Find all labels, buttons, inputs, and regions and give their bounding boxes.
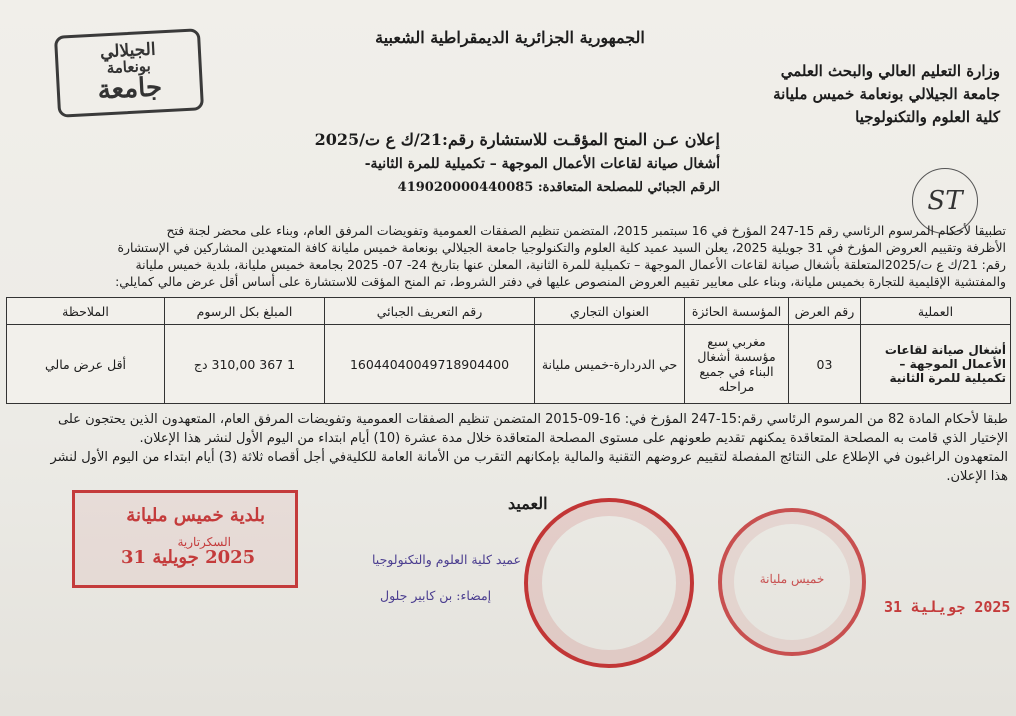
cell-operation: أشغال صيانة لقاعات الأعمال الموجهة – تكميلية للمرة الثانية bbox=[861, 325, 1011, 404]
closing-line: الإختيار الذي قامت به المصلحة المتعاقدة يمكنهم تقديم طعونهم على مستوى المصلحة المتعاقدة خلال مدة عشرة (10) أيام ابتداء من اليوم الأول لنشر هذا الإعلان. bbox=[139, 431, 1008, 446]
intro-line: الأظرفة وتقييم العروض المؤرخ في 31 جويلية 2025، يعلن السيد عميد كلية العلوم والتكنولوجيا جامعة الجيلالي بونعامة خميس مليانة كافة المتعهدين المشاركين في الإستشارة bbox=[117, 240, 1006, 255]
faculty-name: كلية العلوم والتكنولوجيا bbox=[855, 108, 1000, 126]
table-header-row bbox=[7, 298, 1011, 325]
intro-line: والمفتشية الإقليمية للتجارة بخميس مليانة، وبناء على معايير تقييم العروض المنصوص عليها في دفتر الشروط، تم المنح المؤقت للاستشارة على أساس أقل عرض مالي كمايلي: bbox=[115, 274, 1006, 289]
faculty-logo: ST bbox=[912, 168, 978, 234]
municipality-stamp bbox=[72, 490, 298, 588]
signature-name: إمضاء: بن كابير جلول bbox=[380, 588, 492, 603]
intro-line: تطبيقا لأحكام المرسوم الرئاسي رقم 15-247 المؤرخ في 16 سبتمبر 2015، المتضمن تنظيم الصفقات العمومية وتفويضات المرفق العام، وبناء على محضر لجنة فتح bbox=[166, 223, 1006, 238]
date-stamp: 2025 جويلية 31 bbox=[884, 598, 1011, 616]
table-header: الملاحظة bbox=[7, 298, 165, 325]
logo-text-2: بونعامة bbox=[106, 57, 152, 78]
table-row bbox=[7, 325, 1011, 404]
cell-offer-number: 03 bbox=[789, 325, 861, 404]
university-name: جامعة الجيلالي بونعامة خميس مليانة bbox=[773, 85, 1000, 103]
intro-paragraph bbox=[10, 222, 1006, 290]
signature-title: عميد كلية العلوم والتكنولوجيا bbox=[372, 552, 521, 567]
table-header: المؤسسة الحائزة bbox=[685, 298, 789, 325]
stamp-municipality-name: بلدية خميس مليانة bbox=[126, 505, 265, 526]
commerce-seal bbox=[718, 508, 866, 656]
logo-text-3: جامعة bbox=[96, 72, 163, 106]
commerce-seal-text: خميس مليانة bbox=[759, 572, 825, 586]
university-seal bbox=[524, 498, 694, 668]
table-header: المبلغ بكل الرسوم bbox=[165, 298, 325, 325]
ministry-name: وزارة التعليم العالي والبحث العلمي bbox=[780, 62, 1000, 80]
university-logo bbox=[54, 28, 204, 118]
cell-company: مغربي سبع مؤسسة أشغال البناء في جميع مراحله bbox=[685, 325, 789, 404]
intro-line: رقم: 21/ك ع ت/2025المتعلقة بأشغال صيانة لقاعات الأعمال الموجهة – تكميلية للمرة الثانية، المعلن عنها بتاريخ 24- 07- 2025 بجامعة خميس مليانة، بلدية خميس مليانة bbox=[135, 257, 1006, 272]
closing-paragraph bbox=[8, 410, 1008, 486]
cell-note: أقل عرض مالي bbox=[7, 325, 165, 404]
stamp-municipality-date: 2025 جويلية 31 bbox=[121, 547, 256, 568]
cell-address: حي الدردارة-خميس مليانة bbox=[535, 325, 685, 404]
logo-text-1: الجيلالي bbox=[99, 39, 157, 63]
announcement-subject: أشغال صيانة لقاعات الأعمال الموجهة – تكميلية للمرة الثانية- bbox=[364, 156, 720, 172]
announcement-title: إعلان عـن المنح المؤقـت للاستشارة رقم:21/ك ع ت/2025 bbox=[314, 130, 720, 149]
republic-heading: الجمهورية الجزائرية الديمقراطية الشعبية bbox=[375, 28, 645, 47]
results-table bbox=[6, 297, 1011, 404]
announcement-tax-id: الرقم الجبائي للمصلحة المتعاقدة: 419020000440085 bbox=[397, 180, 720, 195]
closing-line: هذا الإعلان. bbox=[946, 469, 1008, 484]
closing-line: المتعهدون الراغبون في الإطلاع على النتائج المفصلة لتقييم عروضهم التقنية والمالية بإمكانهم التقرب من الأمانة العامة للكليةفي أجل أقصاه ثلاثة (3) أيام ابتداء من اليوم الأول لنشر bbox=[50, 450, 1008, 465]
table-header: رقم التعريف الجبائي bbox=[325, 298, 535, 325]
institution-block bbox=[640, 60, 1000, 129]
closing-line: طبقا لأحكام المادة 82 من المرسوم الرئاسي رقم:15-247 المؤرخ في: 16-09-2015 المتضمن تنظيم الصفقات العمومية وتفويضات المرفق العام، المتعهدون الذين يحتجون على bbox=[58, 412, 1008, 427]
table-header: رقم العرض bbox=[789, 298, 861, 325]
table-header: العنوان التجاري bbox=[535, 298, 685, 325]
announcement-title-block bbox=[270, 128, 720, 200]
cell-amount: 1 367 310,00 دج bbox=[165, 325, 325, 404]
dean-label: العميد bbox=[508, 494, 548, 513]
cell-tax-number: 16044040049718904400 bbox=[325, 325, 535, 404]
stamp-secretariat: السكرتارية bbox=[177, 535, 231, 549]
table-header: العملية bbox=[861, 298, 1011, 325]
